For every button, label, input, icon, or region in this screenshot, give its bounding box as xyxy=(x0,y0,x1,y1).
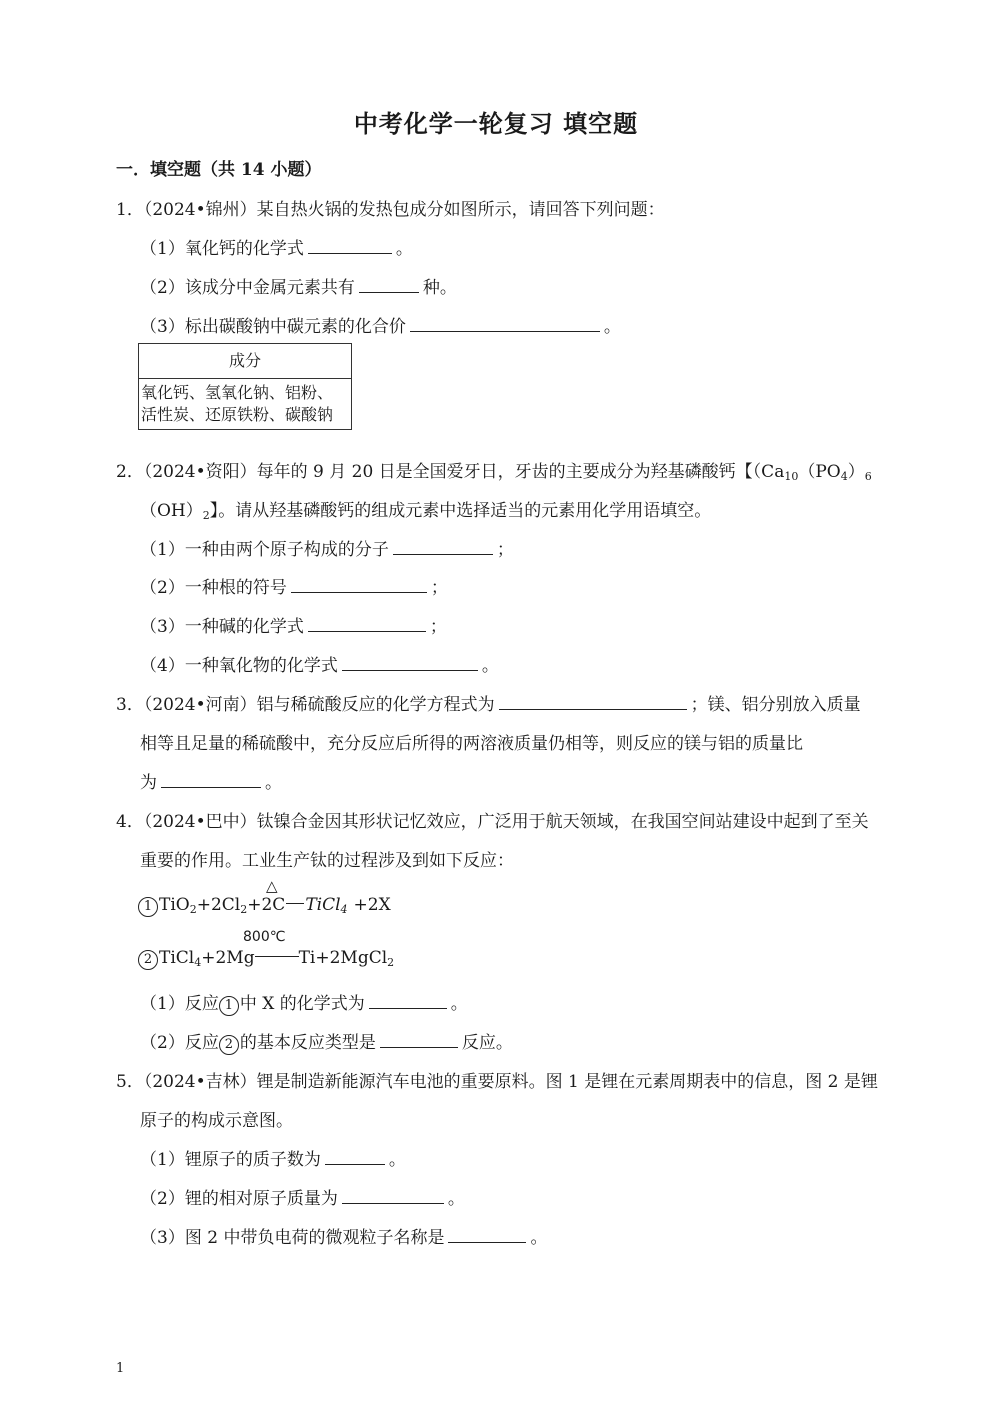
q5-part-1 xyxy=(140,1145,406,1170)
part-end: ； xyxy=(496,540,514,560)
part-text: （2）反应 xyxy=(140,1033,219,1053)
table-header: 成分 xyxy=(139,344,352,379)
q4-part-1 xyxy=(140,989,468,1016)
q2-part-4 xyxy=(140,651,499,676)
formula: +2Mg xyxy=(201,948,255,968)
circled-number: 2 xyxy=(138,950,158,970)
page-number: 1 xyxy=(116,1361,125,1376)
question-text: ） xyxy=(847,462,865,482)
part-end: 。 xyxy=(265,773,282,793)
part-end: 。 xyxy=(603,317,621,337)
q4-part-2 xyxy=(140,1028,513,1055)
question-text: （OH） xyxy=(140,501,203,521)
answer-blank[interactable] xyxy=(308,630,426,632)
q5-part-2 xyxy=(140,1184,465,1209)
question-text: ；镁、铝分别放入质量 xyxy=(690,695,861,715)
part-end: 。 xyxy=(530,1228,548,1248)
part-text: （3）图 2 中带负电荷的微观粒子名称是 xyxy=(140,1228,445,1248)
answer-blank[interactable] xyxy=(291,591,427,593)
formula: TiCl xyxy=(159,948,195,968)
question-3 xyxy=(116,690,861,715)
reaction-arrow xyxy=(286,903,304,904)
question-1 xyxy=(116,195,665,220)
part-text: （2）锂的相对原子质量为 xyxy=(140,1189,338,1209)
question-text: （PO xyxy=(798,462,841,482)
subscript: 2 xyxy=(189,903,197,916)
section-heading: 一．填空题（共 14 小题） xyxy=(116,160,322,180)
part-text: （3）标出碳酸钠中碳元素的化合价 xyxy=(140,317,406,337)
question-text: 为 xyxy=(140,773,157,793)
question-number: 5． xyxy=(116,1072,144,1092)
subscript: 2 xyxy=(240,903,248,916)
reaction-condition: △ xyxy=(266,877,278,895)
question-text: 】。请从羟基磷酸钙的组成元素中选择适当的元素用化学用语填空。 xyxy=(209,501,712,521)
subscript: 6 xyxy=(864,470,872,483)
question-4 xyxy=(116,807,869,832)
question-number: 4． xyxy=(116,812,144,832)
question-text: （2024•锦州）某自热火锅的发热包成分如图所示，请回答下列问题： xyxy=(143,200,665,220)
answer-blank[interactable] xyxy=(342,669,478,671)
formula: +2C xyxy=(247,895,286,915)
answer-blank[interactable] xyxy=(393,553,493,555)
q1-part-3 xyxy=(140,312,621,337)
q2-part-1 xyxy=(140,535,514,560)
answer-blank[interactable] xyxy=(369,1007,447,1009)
q5-part-3 xyxy=(140,1223,547,1248)
subscript: 2 xyxy=(387,956,395,969)
formula: +2X xyxy=(353,895,391,915)
part-end: ； xyxy=(430,578,448,598)
subscript: 4 xyxy=(840,470,848,483)
part-end: 。 xyxy=(395,239,413,259)
table-line: 氧化钙、氢氧化钠、铝粉、 xyxy=(141,383,334,402)
equation-2 xyxy=(138,948,394,970)
subscript: 10 xyxy=(784,470,799,483)
part-text: （1）一种由两个原子构成的分子 xyxy=(140,540,389,560)
part-text: 的基本反应类型是 xyxy=(239,1033,376,1053)
part-text: （3）一种碱的化学式 xyxy=(140,617,304,637)
part-text: （1）氧化钙的化学式 xyxy=(140,239,304,259)
question-text: （2024•资阳）每年的 9 月 20 日是全国爱牙日，牙齿的主要成分为羟基磷酸钙【（Ca xyxy=(143,462,785,482)
q2-part-2 xyxy=(140,573,448,598)
part-end: 。 xyxy=(481,656,499,676)
part-end: 反应。 xyxy=(461,1033,513,1053)
part-end: 种。 xyxy=(422,278,457,298)
question-text: （2024•巴中）钛镍合金因其形状记忆效应，广泛用于航天领域，在我国空间站建设中起到了至关 xyxy=(143,812,869,832)
reaction-arrow xyxy=(255,956,299,957)
question-number: 2． xyxy=(116,462,144,482)
answer-blank[interactable] xyxy=(380,1046,458,1048)
formula: TiO xyxy=(159,895,190,915)
answer-blank[interactable] xyxy=(308,252,392,254)
equation-1 xyxy=(138,895,391,917)
question-2 xyxy=(116,457,872,483)
part-end: 。 xyxy=(447,1189,465,1209)
part-text: （4）一种氧化物的化学式 xyxy=(140,656,338,676)
question-3-line-2: 相等且足量的稀硫酸中，充分反应后所得的两溶液质量仍相等，则反应的镁与铝的质量比 xyxy=(140,734,803,754)
table-cell xyxy=(139,379,352,430)
q1-part-2 xyxy=(140,273,457,298)
question-5 xyxy=(116,1067,878,1092)
question-number: 3． xyxy=(116,695,144,715)
formula: TiCl xyxy=(305,895,341,915)
question-2-line-2 xyxy=(140,496,711,522)
subscript: 4 xyxy=(340,903,348,916)
reaction-condition: 800℃ xyxy=(243,929,286,945)
part-text: 中 X 的化学式为 xyxy=(239,994,365,1014)
table-line: 活性炭、还原铁粉、碳酸钠 xyxy=(141,405,334,424)
answer-blank[interactable] xyxy=(448,1241,526,1243)
question-3-line-3 xyxy=(140,768,282,793)
part-end: 。 xyxy=(450,994,468,1014)
q1-part-1 xyxy=(140,234,413,259)
part-text: （2）该成分中金属元素共有 xyxy=(140,278,355,298)
answer-blank[interactable] xyxy=(410,330,600,332)
circled-number: 1 xyxy=(138,897,158,917)
circled-number: 1 xyxy=(219,996,239,1016)
composition-table xyxy=(138,343,352,430)
part-text: （1）反应 xyxy=(140,994,219,1014)
part-text: （1）锂原子的质子数为 xyxy=(140,1150,321,1170)
part-text: （2）一种根的符号 xyxy=(140,578,287,598)
part-end: 。 xyxy=(388,1150,406,1170)
circled-number: 2 xyxy=(219,1035,239,1055)
question-4-line-2: 重要的作用。工业生产钛的过程涉及到如下反应： xyxy=(140,851,514,871)
question-text: （2024•吉林）锂是制造新能源汽车电池的重要原料。图 1 是锂在元素周期表中的信息，图 2 是锂 xyxy=(143,1072,878,1092)
formula: Ti+2MgCl xyxy=(298,948,388,968)
page-title: 中考化学一轮复习 填空题 xyxy=(353,109,639,138)
subscript: 2 xyxy=(202,509,210,522)
answer-blank[interactable] xyxy=(359,291,419,293)
question-number: 1． xyxy=(116,200,144,220)
answer-blank[interactable] xyxy=(499,708,687,710)
question-text: （2024•河南）铝与稀硫酸反应的化学方程式为 xyxy=(143,695,495,715)
q2-part-3 xyxy=(140,612,447,637)
formula: +2Cl xyxy=(196,895,241,915)
answer-blank[interactable] xyxy=(325,1163,385,1165)
answer-blank[interactable] xyxy=(161,786,261,788)
subscript: 4 xyxy=(194,956,202,969)
question-5-line-2: 原子的构成示意图。 xyxy=(140,1111,293,1131)
part-end: ； xyxy=(429,617,447,637)
answer-blank[interactable] xyxy=(342,1202,444,1204)
